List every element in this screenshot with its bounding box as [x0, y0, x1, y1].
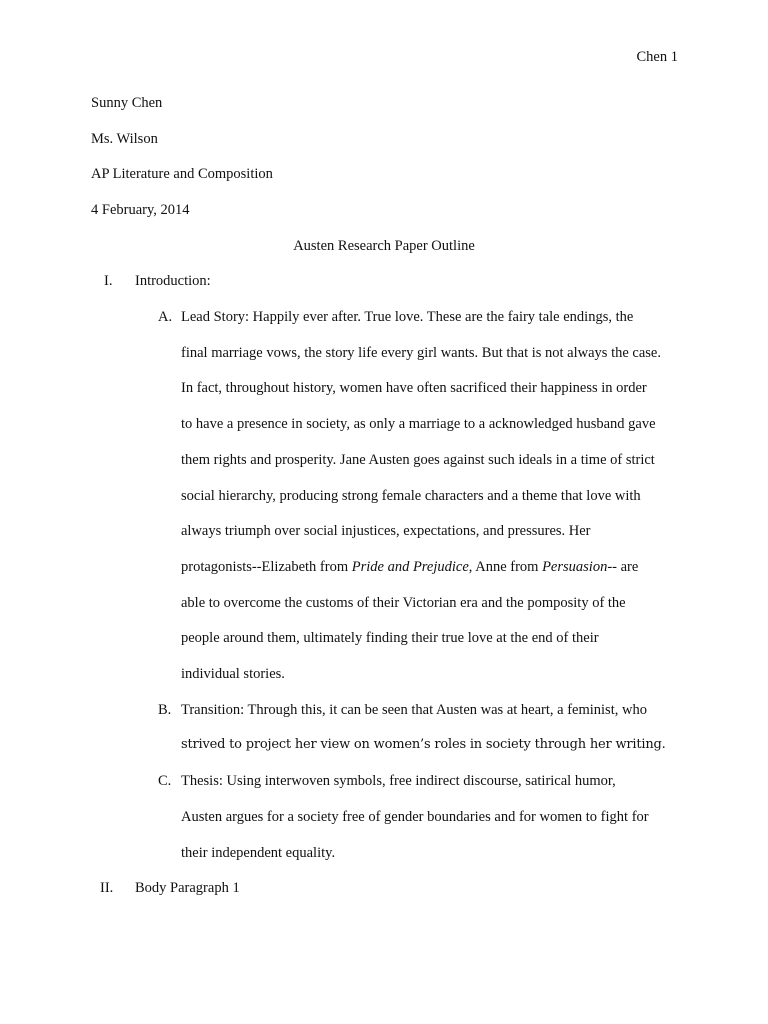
outline-numeral-1: I. [104, 273, 113, 289]
outline-letter-a: A. [158, 309, 173, 325]
student-name: Sunny Chen [91, 95, 163, 111]
lead-story-line: individual stories. [181, 666, 285, 682]
paper-date: 4 February, 2014 [91, 202, 190, 218]
text-fragment: , Anne from [468, 559, 543, 575]
lead-story-line-with-titles [181, 557, 638, 577]
thesis-line: their independent equality. [181, 845, 336, 861]
outline-heading-body-paragraph-1: Body Paragraph 1 [135, 880, 240, 896]
lead-story-line: people around them, ultimately finding their true love at the end of their [181, 630, 599, 646]
course-name: AP Literature and Composition [91, 166, 273, 182]
lead-story-line: social hierarchy, producing strong female characters and a theme that love with [181, 488, 641, 504]
book-title-persuasion: Persuasion [542, 559, 608, 575]
text-fragment: -- are [607, 559, 639, 575]
book-title-pride-and-prejudice: Pride and Prejudice [351, 559, 469, 575]
thesis-line: Austen argues for a society free of gender boundaries and for women to fight for [181, 809, 649, 825]
running-head: Chen 1 [636, 49, 678, 65]
transition-line: strived to project her view on women’s roles in society through her writing. [181, 737, 666, 752]
thesis-line: Thesis: Using interwoven symbols, free indirect discourse, satirical humor, [181, 773, 616, 789]
lead-story-line: final marriage vows, the story life every girl wants. But that is not always the case. [181, 345, 661, 361]
lead-story-line: always triumph over social injustices, expectations, and pressures. Her [181, 523, 591, 539]
lead-story-line: them rights and prosperity. Jane Austen goes against such ideals in a time of strict [181, 452, 655, 468]
lead-story-line: to have a presence in society, as only a marriage to a acknowledged husband gave [181, 416, 656, 432]
lead-story-line: Lead Story: Happily ever after. True love. These are the fairy tale endings, the [181, 309, 634, 325]
outline-letter-c: C. [158, 773, 172, 789]
outline-heading-introduction: Introduction: [135, 273, 211, 289]
outline-letter-b: B. [158, 702, 172, 718]
outline-numeral-2: II. [100, 880, 114, 896]
text-fragment: protagonists--Elizabeth from [181, 559, 352, 575]
lead-story-line: In fact, throughout history, women have often sacrificed their happiness in order [181, 380, 647, 396]
lead-story-line: able to overcome the customs of their Victorian era and the pomposity of the [181, 595, 626, 611]
teacher-name: Ms. Wilson [91, 131, 158, 147]
page-title: Austen Research Paper Outline [293, 238, 475, 254]
transition-line: Transition: Through this, it can be seen that Austen was at heart, a feminist, who [181, 702, 647, 718]
